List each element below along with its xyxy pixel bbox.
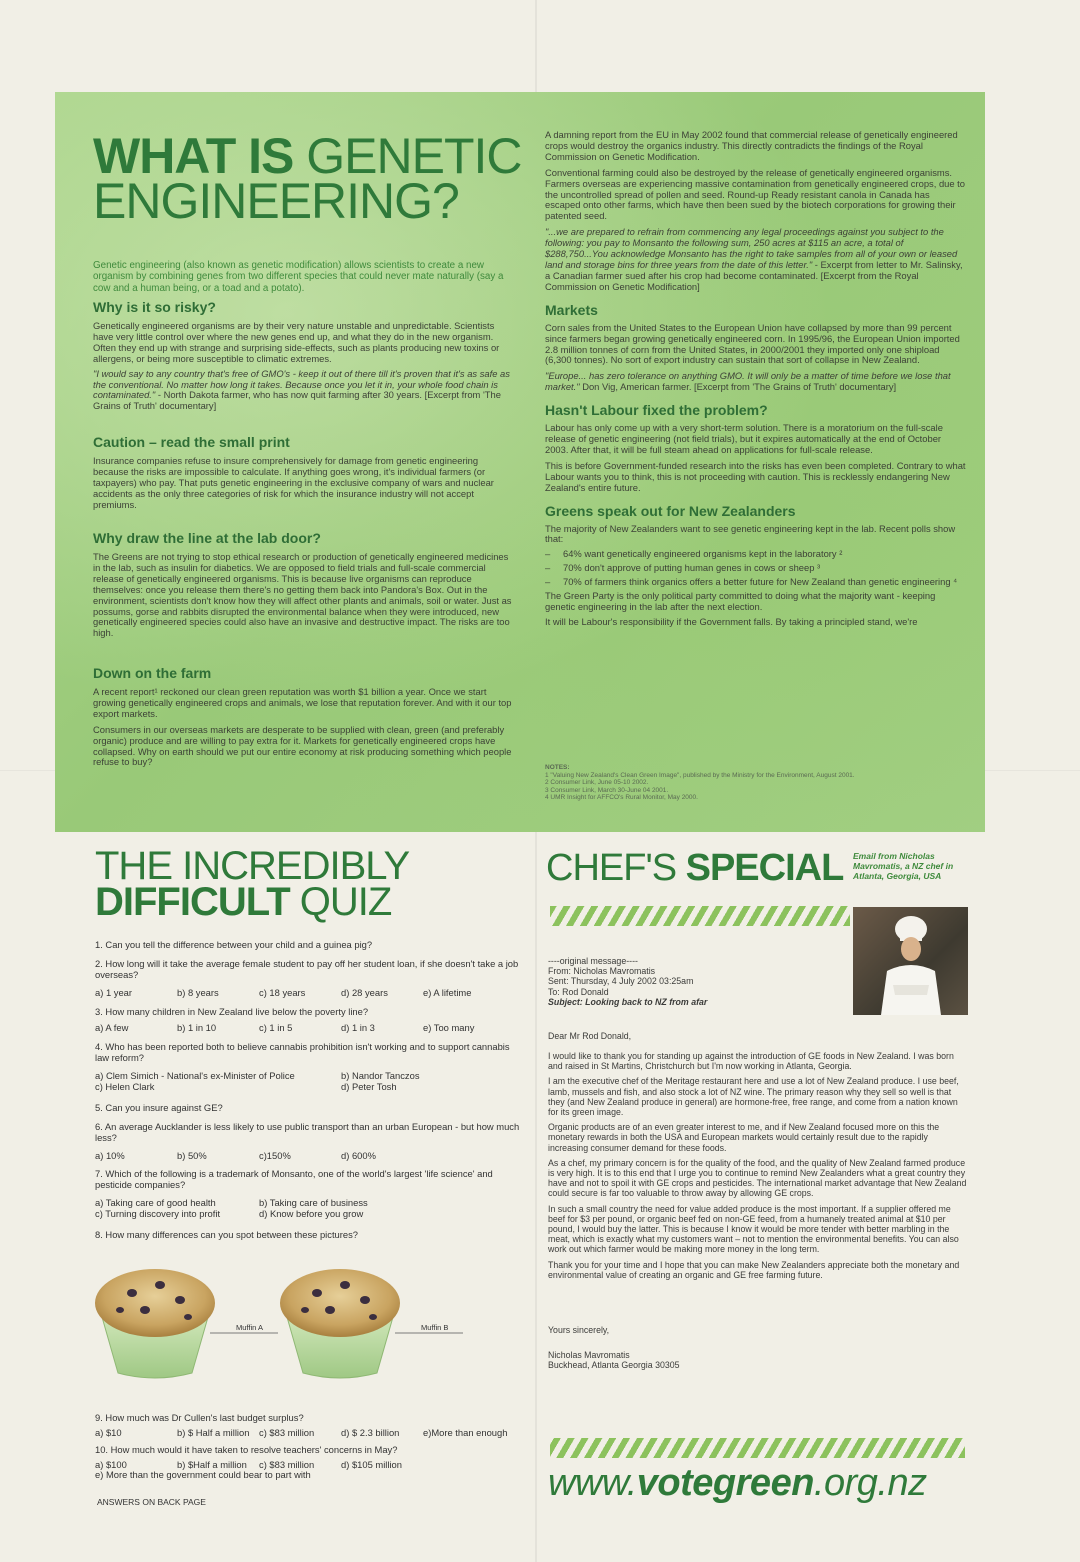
quiz-option: a) Clem Simich - National's ex-Minister of Police [95,1070,295,1081]
quiz-option: c) 1 in 5 [259,1022,293,1033]
quiz-option: d) Peter Tosh [341,1081,397,1092]
url-domain: votegreen [636,1462,814,1504]
para-farm-1: A recent report¹ reckoned our clean green reputation was worth $1 billion a year. Once we start growing genetically engineered crops and animals, we lose that reputation forever. And with it our top export markets. [93,686,512,719]
para-caution: Insurance companies refuse to insure comprehensively for damage from genetic engineering because the risks are impossible to calculate. If anything goes wrong, it's individual farmers (or taxpayers) who pay. That puts genetic engineering in the exclusive company of wars and nuclear accidents as the only three categories of risk for which the insurance industry will not accept premiums. [93,455,494,510]
notes-heading: NOTES: [545,764,570,771]
url-prefix: www. [548,1462,637,1504]
email-para: In such a small country the need for value added produce is the most important. If a supplier offered me beef for $3 per pound, or organic beef fed on non-GE feed, from a humanely treated animal at $10 per pound, I would buy the latter. This is because I know it would be more tender with better marbling in the meat, which is exactly what my customers want – not to mention the environmental benefits. You can also work out which farmer would be making more money in the long term. [548,1203,959,1255]
para-lab-door: The Greens are not trying to stop ethical research or production of genetically engineered medicines in the lab, such as insulin for diabetics. We are opposed to field trials and full-scale commercial release of genetically engineered organisms. This is because live organisms can reproduce themselves: once you release them there's no getting them back into Pandora's Box. Out in the environment, scientists don't know how they will affect other plants and animals, soil or water. Just as possums, gorse and rabbits disrupted the environmental balance when they were introduced, new genetically engineered species could also have an invasive and destructive impact. The risks are too high. [93,551,512,639]
email-signature [548,1350,968,1370]
list-item: – 64% want genetically engineered organisms kept in the laboratory ² [545,549,967,560]
email-from: From: Nicholas Mavromatis [548,966,656,977]
quiz-option: e) Too many [423,1022,475,1033]
email-to: To: Rod Donald [548,986,609,997]
quiz-option: c) 18 years [259,987,306,998]
title-line2: ENGINEERING? [93,173,459,229]
quiz-option: e) A lifetime [423,987,472,998]
email-greeting: Dear Mr Rod Donald, [548,1031,632,1041]
quiz-title [95,844,410,924]
list-item: – 70% of farmers think organics offers a better future for New Zealand than genetic engineering ⁴ [545,577,967,588]
quiz-options-10 [95,1459,525,1483]
email-para: I am the executive chef of the Meritage restaurant here and use a lot of New Zealand produce. I use beef, lamb, mussels and fish, and also stock a lot of NZ wine. The primary reason why they sell so well is that they (and New Zealand produce in general) are hormone-free, free range, and come from a nation known for its green image. [548,1076,959,1118]
quiz-options-4 [95,1070,525,1094]
para-labour-1: Labour has only come up with a very short-term solution. There is a moratorium on the full-scale release of genetic engineering (not field trials), but it expires automatically at the end of October 2003. After that, it will be full steam ahead on applications for full-scale release. [545,422,943,455]
para-responsibility: It will be Labour's responsibility if the Government falls. By taking a principled stand, we're [545,615,918,627]
quiz-option: b) 8 years [177,987,219,998]
muffin-a-label: Muffin A [236,1323,263,1332]
quiz-question-2: 2. How long will it take the average female student to pay off her student loan, if she doesn't take a job overseas? [95,958,519,980]
para-risky: Genetically engineered organisms are by their very nature unstable and unpredictable. Scientists have very little control over where the new genes end up, and what they do in the new organism. Often they end up with strange and surprising side-effects, such as plants producing new toxins or allergens, or being more susceptible to climatic extremes. [93,320,500,364]
quote-monsanto [545,227,967,292]
quiz-question-7: 7. Which of the following is a trademark of Monsanto, one of the world's largest 'life science' and pesticide companies? [95,1168,493,1190]
heading-labour: Hasn't Labour fixed the problem? [545,402,768,419]
quiz-option: d) 1 in 3 [341,1022,375,1033]
intro-text: Genetic engineering (also known as genetic modification) allows scientists to create a new organism by combining genes from two different species that could never mate naturally (say a cow and a human being, or a toad and a potato). [93,259,504,294]
votegreen-url[interactable] [548,1462,927,1505]
quiz-option: b) $Half a million [177,1459,247,1470]
chef-title-light: CHEF'S [546,847,686,889]
quiz-question-8: 8. How many differences can you spot between these pictures? [95,1229,358,1240]
quiz-option: a) $100 [95,1459,127,1470]
heading-markets: Markets [545,301,598,318]
quiz-question-3: 3. How many children in New Zealand live below the poverty line? [95,1006,369,1017]
quiz-option: b) 1 in 10 [177,1022,217,1033]
section-lab-door [93,530,515,639]
quiz-question-4: 4. Who has been reported both to believe cannabis prohibition isn't working and to support cannabis law reform? [95,1041,510,1063]
signature-address: Buckhead, Atlanta Georgia 30305 [548,1360,680,1371]
email-para: Thank you for your time and I hope that you can make New Zealanders appreciate both the monetary and environmental value of creating an organic and GE free farming future. [548,1259,960,1280]
quote-text: "I would say to any country that's free of GMO's - keep it out of there till it's proven that it's as safe as the conventional. No matter how long it takes. Because once you let it in, your whole food chain is contaminated." [93,367,510,401]
quiz-option: c) Turning discovery into profit [95,1208,221,1219]
chef-title-bold: SPECIAL [685,847,844,889]
url-suffix: .org.nz [813,1462,927,1504]
quote-monsanto-source: - Excerpt from letter to Mr. Salinsky, a Canadian farmer sued after his crop had become contaminated. [Excerpt from the Royal Commission on Genetic Modification] [545,258,963,292]
quote-europe-source: Don Vig, American farmer. [Excerpt from 'The Grains of Truth' documentary] [579,381,897,393]
quote-source: - North Dakota farmer, who has now quit farming after 30 years. [Excerpt from 'The Grains of Truth' documentary] [93,389,501,412]
quiz-question-5: 5. Can you insure against GE? [95,1102,223,1113]
quiz-option: b) 50% [177,1150,207,1161]
quiz-option: e)More than enough [423,1427,508,1438]
quiz-option: d) $105 million [341,1459,402,1470]
email-original-message: ----original message---- [548,956,638,966]
right-column [545,130,967,628]
quiz-title-rest: QUIZ [289,880,392,924]
quiz-option: e) More than the government could bear to part with [95,1469,311,1480]
quiz-option: a) A few [95,1022,129,1033]
section-farm [93,665,515,768]
email-para: As a chef, my primary concern is for the quality of the food, and the quality of New Zealand farmed produce is very high. It is to this end that I urge you to continue to remind New Zealanders what a great country they have and not to spoil it with GE crops and pesticides. The international market advantage that New Zealand could secure is far too valuable to throw away by allowing GE crops. [548,1157,967,1199]
note-item: 4 UMR Insight for AFFCO's Rural Monitor, May 2000. [545,794,698,801]
note-item: 2 Consumer Link, June 05-10 2002. [545,779,649,786]
quiz-title-bold: DIFFICULT [95,880,290,924]
quiz-options-7 [95,1197,525,1221]
stripe-divider-bottom [550,1438,965,1458]
quiz-option: c) Helen Clark [95,1081,155,1092]
chef-email-note: Email from Nicholas Mavromatis, a NZ chef in Atlanta, Georgia, USA [853,851,954,881]
para-conventional: Conventional farming could also be destroyed by the release of genetically engineered organisms. Farmers overseas are experiencing massive contamination from genetically engineered crops, due to the uncontrolled spread of pollen and seed. Round-up Ready resistant canola in Canada has escaped onto other farms, which have then been sued by the biotech corporations for growing their patented seed. [545,166,966,222]
quiz-option: d) Know before you grow [259,1208,364,1219]
stripe-divider-top [550,906,850,926]
quiz-option: c) $83 million [259,1459,315,1470]
section-caution [93,434,515,511]
quiz-question-6: 6. An average Aucklander is less likely to use public transport than an urban European - but how much less? [95,1121,520,1143]
chef-figure-icon [853,907,968,1015]
chef-photo [853,907,968,1015]
quote-monsanto-text: "...we are prepared to refrain from commencing any legal proceedings against you subject to the following: you pay to Monsanto the following sum, 250 acres at $115 an acre, a total of $288,750...You acknowledge Monsanto has the right to take samples from all of your own or leased land and storage bins for three years from the date of this letter." [545,226,958,270]
para-eu-report: A damning report from the EU in May 2002 found that commercial release of genetically engineered crops would destroy the organics industry. This directly contradicts the findings of the Royal Commission on Genetic Modification. [545,129,958,162]
quote-europe [545,371,967,393]
signature-name: Nicholas Mavromatis [548,1350,630,1360]
quiz-option: c) $83 million [259,1427,315,1438]
title-rest: GENETIC [293,128,522,184]
email-para: Organic products are of an even greater interest to me, and if New Zealand focused more on this the monetary rewards in both the USA and European markets would certainly result due to the rapidly increasing consumer demand for these foods. [548,1122,940,1153]
section-risky [93,299,515,412]
panel-title [93,128,533,229]
quote-europe-text: "Europe... has zero tolerance on anything GMO. It will only be a matter of time before we lose that market." [545,370,951,393]
quiz-option: b) Taking care of business [259,1197,368,1208]
para-markets: Corn sales from the United States to the European Union have collapsed by more than 99 percent since farmers began growing genetically engineered corn. In 1995/96, the European Union imported 2.8 million tonnes of corn from the United States, in 2000/2001 they imported only one shipload (6,300 tonnes). No sort of export industry can sustain that sort of collapse in New Zealand. [545,321,960,366]
para-labour-2: This is before Government-funded research into the risks has even been completed. Contrary to what Labour wants you to think, this is not proceeding with caution. This is recklessly endangering New Zealand's entire future. [545,459,966,493]
heading-caution: Caution – read the small print [93,434,290,450]
notes [545,764,965,802]
note-item: 1 "Valuing New Zealand's Clean Green Image", published by the Ministry for the Environment, August 2001. [545,771,855,779]
genetic-engineering-panel [55,92,985,832]
quiz-question-10: 10. How much would it have taken to resolve teachers' concerns in May? [95,1444,398,1455]
quiz-option: d) $ 2.3 billion [341,1427,400,1438]
heading-greens: Greens speak out for New Zealanders [545,502,796,519]
quiz-option: a) $10 [95,1427,122,1438]
email-signoff: Yours sincerely, [548,1325,610,1335]
heading-farm: Down on the farm [93,665,212,681]
quiz-option: d) 600% [341,1150,376,1161]
email-para: I would like to thank you for standing up against the introduction of GE foods in New Zealand. I was born and raised in St Martins, Christchurch but I'm now working in Atlanta, Georgia. [548,1051,954,1072]
quiz-question-9: 9. How much was Dr Cullen's last budget surplus? [95,1412,304,1423]
poll-list [545,549,967,588]
email-header [548,956,848,1007]
quiz-option: b) $ Half a million [177,1427,250,1438]
email-body [548,1051,968,1280]
quiz-option: d) 28 years [341,987,388,998]
quiz-option: c)150% [259,1150,291,1161]
quiz-question-1: 1. Can you tell the difference between your child and a guinea pig? [95,939,373,950]
quiz-option: b) Nandor Tanczos [341,1070,420,1081]
quiz-option: a) 10% [95,1150,125,1161]
title-bold: WHAT IS [93,128,294,184]
heading-lab-door: Why draw the line at the lab door? [93,530,321,546]
para-farm-2: Consumers in our overseas markets are desperate to be supplied with clean, green (and preferably organic) produce and are willing to pay extra for it. Markets for genetically engineered crops have collapsed. Why on earth should we put our entire economy at risk producing something which people refuse to buy? [93,723,512,768]
chef-title [546,848,843,888]
note-item: 3 Consumer Link, March 30-June 04 2001. [545,786,669,794]
quiz-option: a) Taking care of good health [95,1197,216,1208]
list-item: – 70% don't approve of putting human genes in cows or sheep ³ [545,563,967,574]
para-greens: The majority of New Zealanders want to see genetic engineering kept in the lab. Recent polls show that: [545,522,956,545]
answers-note: ANSWERS ON BACK PAGE [97,1497,206,1507]
quiz-title-line1: THE INCREDIBLY [95,844,410,888]
quiz-option: a) 1 year [95,987,132,998]
muffin-b-label: Muffin B [421,1323,449,1332]
quote-farmer [93,369,515,413]
para-green-party: The Green Party is the only political party committed to doing what the majority want - keeping genetic engineering in the lab after the next election. [545,590,936,612]
email-sent: Sent: Thursday, 4 July 2002 03:25am [548,976,694,987]
email-subject: Subject: Looking back to NZ from afar [548,996,708,1007]
heading-risky: Why is it so risky? [93,299,216,315]
